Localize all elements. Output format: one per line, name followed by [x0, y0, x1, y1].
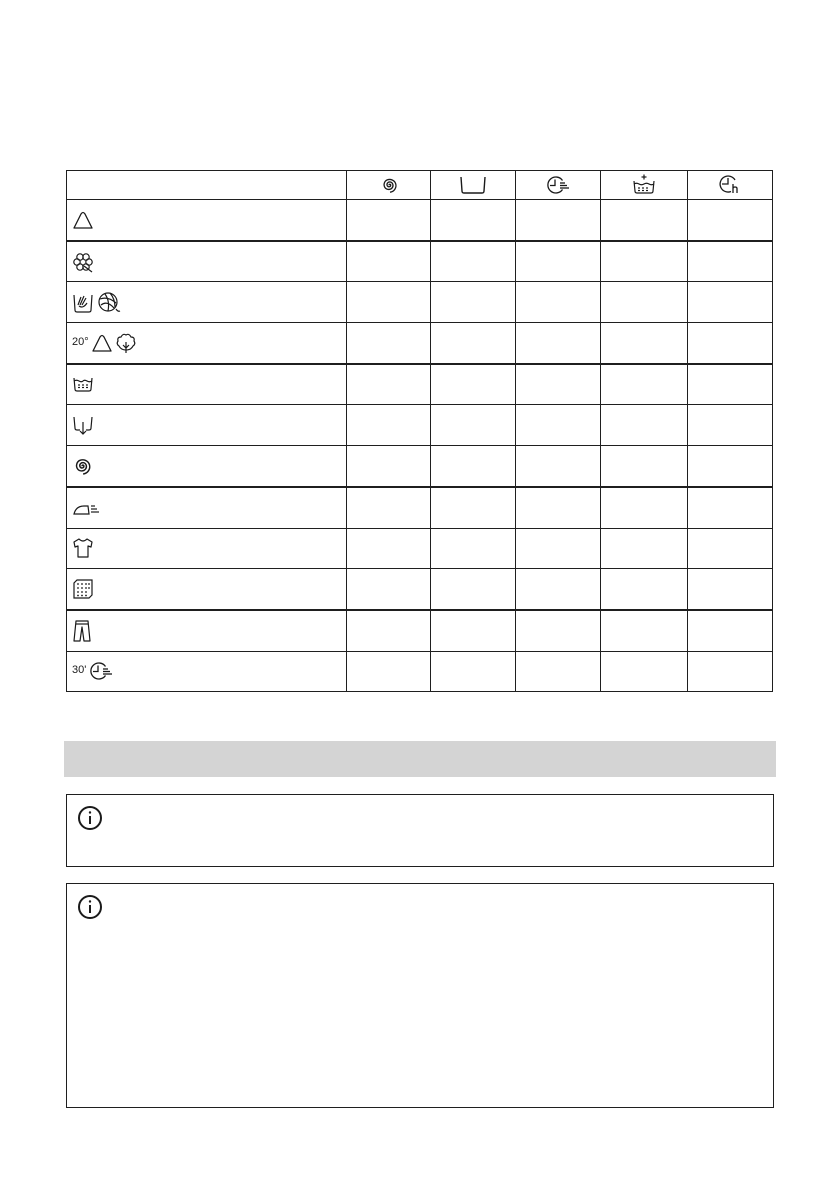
header-spin: [347, 171, 431, 200]
spin-icon: [72, 456, 92, 476]
option-cell: [688, 610, 773, 651]
wool-icon: [97, 291, 121, 313]
table-row: [67, 241, 773, 282]
option-cell: [516, 446, 601, 487]
option-cell: [688, 651, 773, 692]
shirt-icon: [72, 537, 94, 559]
option-cell: [688, 364, 773, 405]
extra-rinse-icon: [631, 174, 657, 196]
program-cell: [67, 282, 347, 323]
option-cell: [688, 282, 773, 323]
section-heading-bar: [64, 741, 776, 777]
option-cell: [688, 241, 773, 282]
option-cell: [601, 569, 688, 610]
cotton-icon: [115, 332, 137, 354]
option-cell: [347, 323, 431, 364]
option-cell: [688, 487, 773, 528]
program-cell: [67, 200, 347, 241]
header-delay-start: [688, 171, 773, 200]
program-cell: [67, 241, 347, 282]
table-row: [67, 651, 773, 692]
option-cell: [431, 282, 516, 323]
option-cell: [601, 610, 688, 651]
drain-icon: [72, 414, 94, 436]
option-cell: [516, 282, 601, 323]
delay-start-icon: [718, 174, 742, 196]
rinse-icon: [72, 375, 94, 393]
table-row: [67, 610, 773, 651]
table-row: [67, 364, 773, 405]
info-icon: [77, 805, 103, 831]
info-note: [66, 883, 774, 1108]
easy-iron-icon: [72, 499, 100, 517]
header-time-saver: [516, 171, 601, 200]
option-cell: [347, 610, 431, 651]
spin-icon: [380, 176, 398, 194]
quick-icon: [88, 660, 114, 682]
program-cell: [67, 446, 347, 487]
option-cell: [601, 323, 688, 364]
tub-icon: [458, 175, 488, 195]
option-cell: [516, 528, 601, 569]
program-cell: [67, 610, 347, 651]
header-corner-cell: [67, 171, 347, 200]
option-cell: [347, 569, 431, 610]
option-cell: [347, 405, 431, 446]
option-cell: [516, 610, 601, 651]
option-cell: [516, 651, 601, 692]
time-saver-icon: [545, 175, 571, 195]
handwash-icon: [72, 291, 94, 313]
option-cell: [516, 405, 601, 446]
options-table: [66, 170, 773, 692]
option-cell: [688, 323, 773, 364]
option-cell: [601, 364, 688, 405]
option-cell: [516, 364, 601, 405]
option-cell: [516, 323, 601, 364]
option-cell: [347, 241, 431, 282]
option-cell: [431, 610, 516, 651]
table-row: [67, 323, 773, 364]
synthetics-icon: [72, 210, 94, 230]
option-cell: [516, 569, 601, 610]
table-row: [67, 282, 773, 323]
temperature-label: 20°: [72, 335, 89, 348]
option-cell: [688, 200, 773, 241]
option-cell: [431, 651, 516, 692]
option-cell: [347, 528, 431, 569]
program-cell: [67, 364, 347, 405]
option-cell: [347, 200, 431, 241]
option-cell: [688, 405, 773, 446]
header-extra-rinse: [601, 171, 688, 200]
option-cell: [431, 405, 516, 446]
info-icon: [77, 894, 103, 920]
program-cell: [67, 487, 347, 528]
option-cell: [347, 651, 431, 692]
table-row: [67, 200, 773, 241]
option-cell: [431, 364, 516, 405]
option-cell: [601, 487, 688, 528]
program-cell: [67, 569, 347, 610]
option-cell: [601, 446, 688, 487]
table-row: [67, 446, 773, 487]
duvet-icon: [72, 578, 94, 600]
program-cell: [67, 405, 347, 446]
option-cell: [516, 241, 601, 282]
option-cell: [431, 200, 516, 241]
option-cell: [347, 282, 431, 323]
option-cell: [347, 446, 431, 487]
option-cell: [431, 446, 516, 487]
table-header-row: [67, 171, 773, 200]
synthetics-icon: [91, 333, 113, 353]
option-cell: [688, 528, 773, 569]
mixed-icon: [72, 251, 96, 273]
option-cell: [431, 323, 516, 364]
option-cell: [347, 364, 431, 405]
option-cell: [601, 282, 688, 323]
option-cell: [431, 241, 516, 282]
option-cell: [431, 528, 516, 569]
option-cell: [431, 569, 516, 610]
table-row: [67, 405, 773, 446]
option-cell: [601, 241, 688, 282]
program-cell: [67, 323, 347, 364]
program-cell: [67, 651, 347, 692]
option-cell: [431, 487, 516, 528]
option-cell: [601, 651, 688, 692]
option-cell: [601, 200, 688, 241]
info-note: [66, 794, 774, 867]
header-tub: [431, 171, 516, 200]
option-cell: [516, 487, 601, 528]
table-row: [67, 528, 773, 569]
option-cell: [688, 569, 773, 610]
jeans-icon: [72, 619, 92, 643]
option-cell: [601, 405, 688, 446]
table-row: [67, 487, 773, 528]
option-cell: [347, 487, 431, 528]
table-row: [67, 569, 773, 610]
option-cell: [688, 446, 773, 487]
option-cell: [601, 528, 688, 569]
option-cell: [516, 200, 601, 241]
program-cell: [67, 528, 347, 569]
duration-label: 30': [72, 664, 87, 677]
